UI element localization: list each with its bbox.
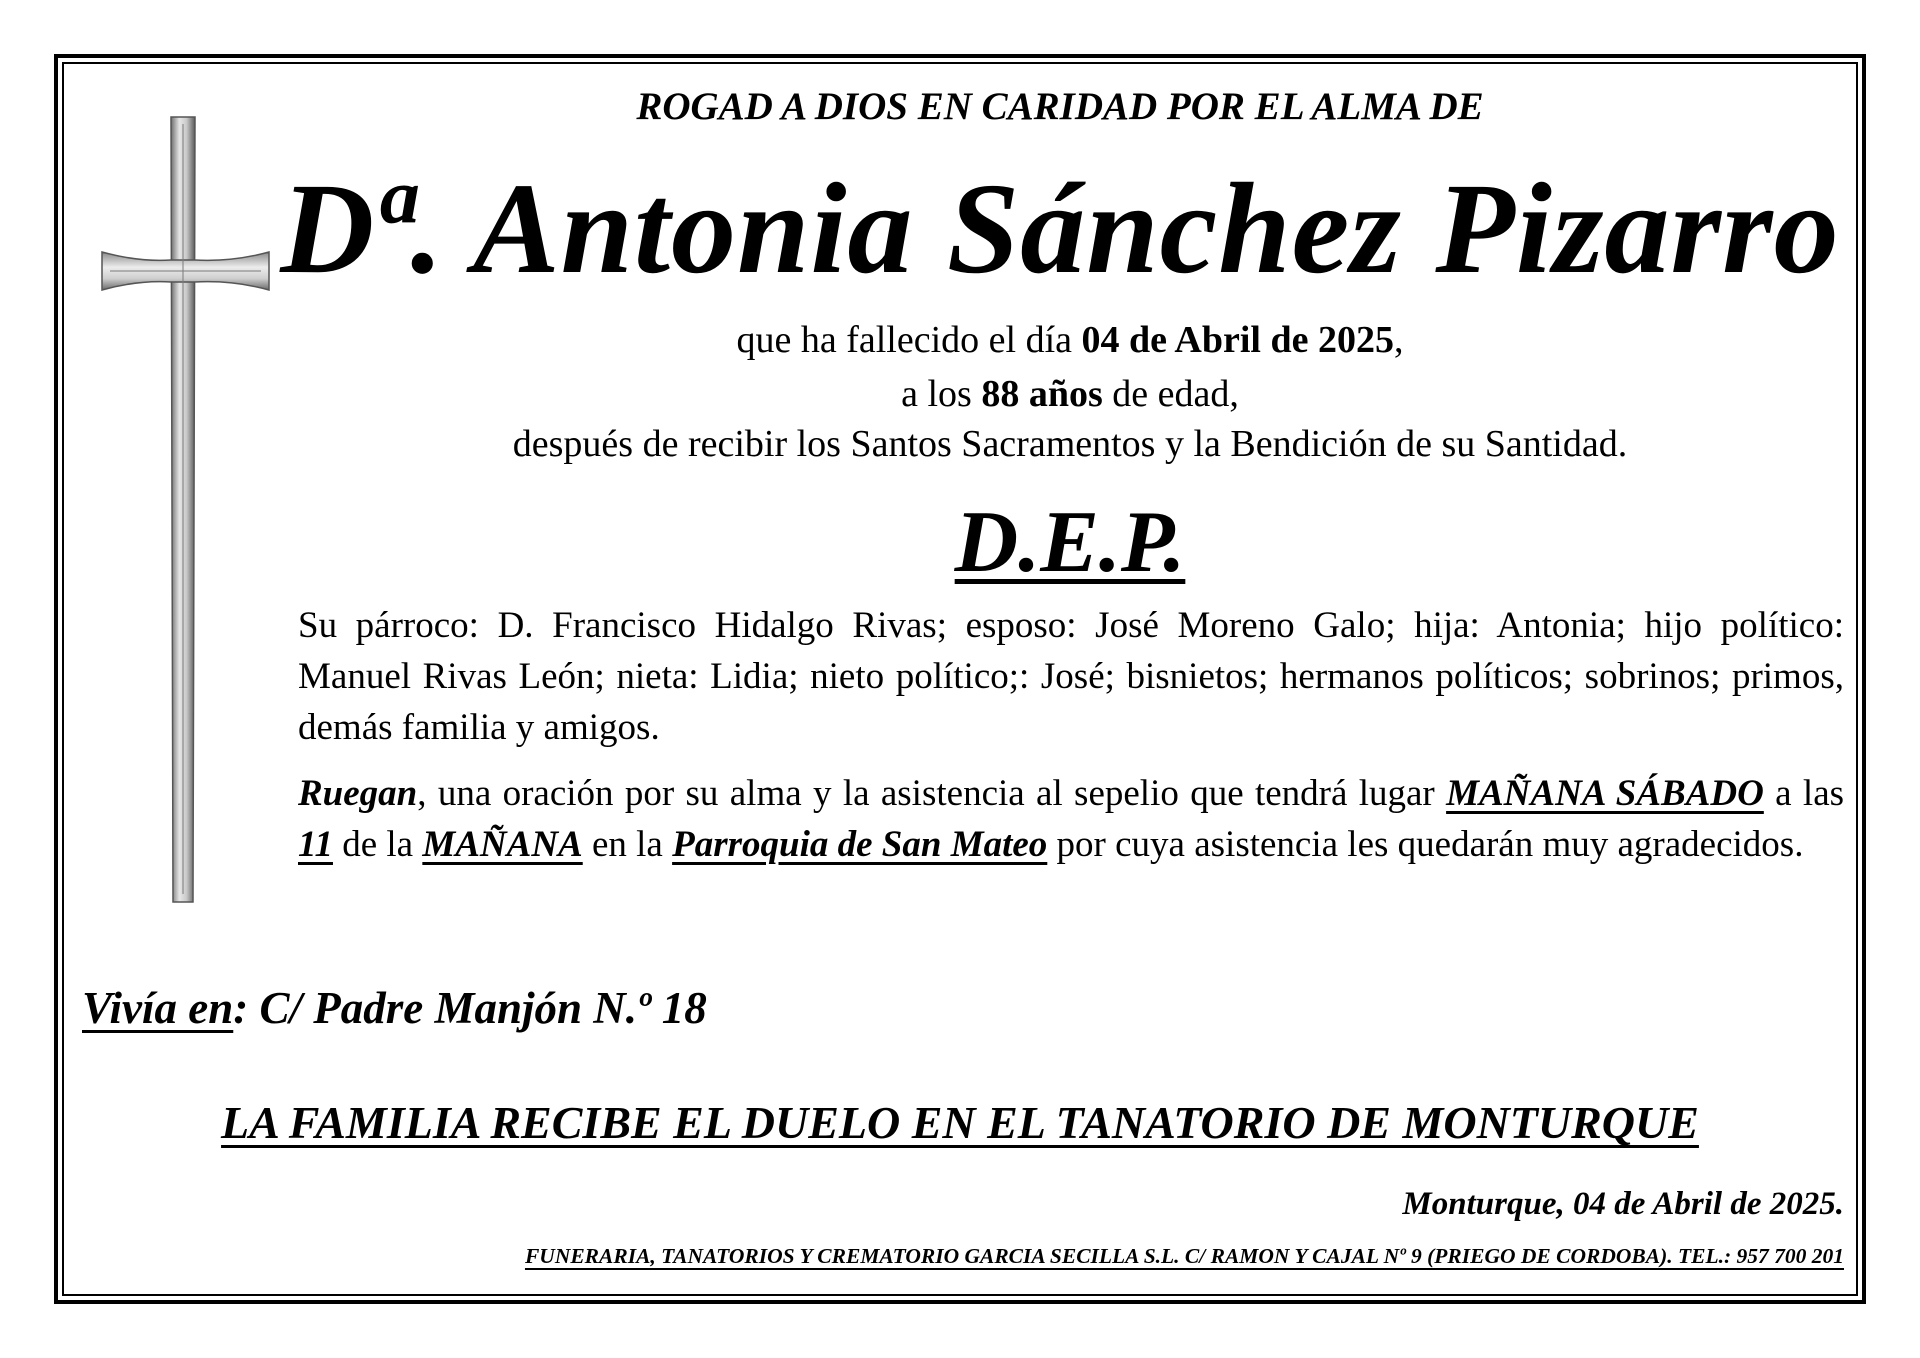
death-date: 04 de Abril de 2025: [1081, 319, 1394, 361]
request-place: Parroquia de San Mateo: [672, 824, 1048, 865]
residence-label: Vivía en: [82, 983, 234, 1033]
age-prefix: a los: [901, 373, 982, 415]
heading: ROGAD A DIOS EN CARIDAD POR EL ALMA DE: [636, 85, 1484, 128]
dep-title: [300, 492, 1840, 593]
deceased-name: Dª. Antonia Sánchez Pizarro: [280, 157, 1840, 301]
death-suffix: ,: [1393, 319, 1404, 361]
request-text-1: , una oración por su alma y la asistencia al sepelio que tendrá lugar: [417, 773, 1447, 814]
request-text-4: en la: [582, 824, 673, 865]
request-hour: 11: [298, 824, 333, 865]
wake-line: LA FAMILIA RECIBE EL DUELO EN EL TANATORIO DE MONTURQUE: [221, 1097, 1699, 1148]
dep-text: D.E.P.: [954, 494, 1186, 591]
death-prefix: que ha fallecido el día: [736, 319, 1082, 361]
ruegan-word: Ruegan: [298, 773, 418, 814]
cross-icon: [98, 112, 273, 907]
age-suffix: de edad,: [1102, 373, 1239, 415]
request-text-3: de la: [332, 824, 423, 865]
request-period: MAÑANA: [422, 824, 583, 865]
request-text-5: por cuya asistencia les quedarán muy agradecidos.: [1047, 824, 1804, 865]
request-text-2: a las: [1763, 773, 1845, 814]
death-line: [300, 318, 1840, 362]
sacraments-line: después de recibir los Santos Sacramentos y la Bendición de su Santidad.: [512, 423, 1628, 465]
place-date: Monturque, 04 de Abril de 2025.: [1402, 1186, 1844, 1222]
request-when: MAÑANA SÁBADO: [1446, 773, 1764, 814]
funeral-home-footer: FUNERARIA, TANATORIOS Y CREMATORIO GARCIA SECILLA S.L. C/ RAMON Y CAJAL Nº 9 (PRIEGO DE CORDOBA). TEL.: 957 700 201: [524, 1244, 1844, 1268]
residence-line: [82, 982, 707, 1034]
request-paragraph: [298, 768, 1844, 870]
age-line: [300, 372, 1840, 416]
residence-value: : C/ Padre Manjón N.º 18: [233, 983, 707, 1033]
family-paragraph: Su párroco: D. Francisco Hidalgo Rivas; esposo: José Moreno Galo; hija: Antonia; hijo político: Manuel Rivas León; nieta: Lidia; nieto político;: José; bisnietos; hermanos políticos; sobrinos; primos, demás familia y amigos.: [298, 605, 1844, 748]
age-value: 88 años: [981, 373, 1103, 415]
